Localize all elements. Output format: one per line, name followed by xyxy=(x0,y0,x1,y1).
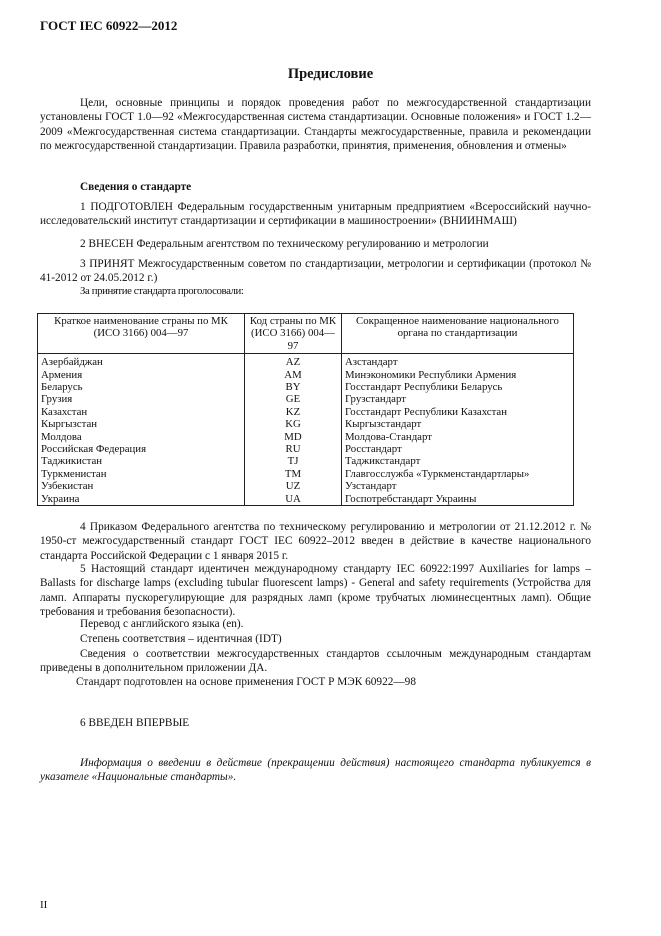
standards-body-cell: Кыргызстандарт xyxy=(342,418,574,430)
country-name-cell: Беларусь xyxy=(38,381,245,393)
standards-body-cell: Азстандарт xyxy=(342,354,574,369)
countries-table xyxy=(37,313,574,506)
table-row xyxy=(38,369,574,381)
table-row xyxy=(38,468,574,480)
country-code-cell: BY xyxy=(245,381,342,393)
intro-paragraph: Цели, основные принципы и порядок проведения работ по межгосударственной стандартизации установлены ГОСТ 1.0—92 «Межгосударственная система стандартизации. Основные положения» и ГОСТ 1.2—2009 «Межгосударственная система стандартизации. Стандарты межгосударственные, правила и рекомендации по межгосударственной стандартизации. Правила разработки, принятия, применения, обновления и отмены» xyxy=(40,97,591,153)
country-code-cell: GE xyxy=(245,393,342,405)
country-code-cell: RU xyxy=(245,443,342,455)
item-4-order: 4 Приказом Федерального агентства по техническому регулированию и метрологии от 21.12.2012 г. № 1950-ст межгосударственный стандарт ГОСТ IEC 60922–2012 введен в действие в качестве национального стандарта Российской Федерации с 1 января 2015 г. xyxy=(40,521,591,562)
item-2-submitted: 2 ВНЕСЕН Федеральным агентством по техническому регулированию и метрологии xyxy=(80,238,489,250)
standards-body-cell: Главгосслужба «Туркменстандартлары» xyxy=(342,468,574,480)
prepared-basis: Стандарт подготовлен на основе применения ГОСТ Р МЭК 60922—98 xyxy=(76,676,416,688)
country-code-cell: AM xyxy=(245,369,342,381)
table-row xyxy=(38,354,574,369)
column-header-body: Сокращенное наименование национального органа по стандартизации xyxy=(342,314,574,354)
country-name-cell: Молдова xyxy=(38,431,245,443)
table-row xyxy=(38,418,574,430)
item-1-prepared: 1 ПОДГОТОВЛЕН Федеральным государственным унитарным предприятием «Всероссийский научно-исследовательский институт стандартизации и сертификации в машиностроении» (ВНИИНМАШ) xyxy=(40,201,591,228)
table-row xyxy=(38,393,574,405)
table-row xyxy=(38,443,574,455)
page-title: Предисловие xyxy=(287,66,374,82)
table-row xyxy=(38,381,574,393)
column-header-country: Краткое наименование страны по МК (ИСО 3166) 004—97 xyxy=(38,314,245,354)
standards-body-cell: Госстандарт Республики Беларусь xyxy=(342,381,574,393)
country-name-cell: Таджикистан xyxy=(38,455,245,467)
standards-body-cell: Молдова-Стандарт xyxy=(342,431,574,443)
table-row xyxy=(38,480,574,492)
item-3-adopted: 3 ПРИНЯТ Межгосударственным советом по стандартизации, метрологии и сертификации (протокол № 41-2012 от 24.05.2012 г.) xyxy=(40,258,591,285)
country-code-cell: MD xyxy=(245,431,342,443)
country-name-cell: Кыргызстан xyxy=(38,418,245,430)
standards-body-cell: Госстандарт Республики Казахстан xyxy=(342,406,574,418)
item-6-introduced: 6 ВВЕДЕН ВПЕРВЫЕ xyxy=(80,717,190,729)
country-name-cell: Украина xyxy=(38,493,245,506)
country-code-cell: KG xyxy=(245,418,342,430)
standards-body-cell: Узстандарт xyxy=(342,480,574,492)
country-code-cell: KZ xyxy=(245,406,342,418)
about-standard-heading: Сведения о стандарте xyxy=(80,181,192,193)
country-name-cell: Узбекистан xyxy=(38,480,245,492)
item-5-identical: 5 Настоящий стандарт идентичен международному стандарту IEC 60922:1997 Auxiliaries for lamps – Ballasts for discharge lamps (excluding tubular fluorescent lamps) - General and safety requirements (Устройства для ламп. Аппараты пускорегулирующие для разрядных ламп (кроме трубчатых люминесцентных ламп). Общие требования и требования безопасности). xyxy=(40,563,591,619)
country-code-cell: TM xyxy=(245,468,342,480)
table-row xyxy=(38,431,574,443)
country-code-cell: AZ xyxy=(245,354,342,369)
table-row xyxy=(38,455,574,467)
country-code-cell: UZ xyxy=(245,480,342,492)
references-note: Сведения о соответствии межгосударственных стандартов ссылочным международным стандартам приведены в дополнительном приложении ДА. xyxy=(40,648,591,675)
country-name-cell: Казахстан xyxy=(38,406,245,418)
voted-label: За принятие стандарта проголосовали: xyxy=(80,285,244,297)
standards-body-cell: Росстандарт xyxy=(342,443,574,455)
conformity-degree: Степень соответствия – идентичная (IDT) xyxy=(80,633,282,645)
country-name-cell: Грузия xyxy=(38,393,245,405)
standards-body-cell: Госпотребстандарт Украины xyxy=(342,493,574,506)
table-row xyxy=(38,406,574,418)
country-code-cell: UA xyxy=(245,493,342,506)
table-body xyxy=(38,354,574,506)
country-code-cell: TJ xyxy=(245,455,342,467)
country-name-cell: Российская Федерация xyxy=(38,443,245,455)
country-name-cell: Азербайджан xyxy=(38,354,245,369)
page-number: II xyxy=(40,899,48,911)
country-name-cell: Туркменистан xyxy=(38,468,245,480)
column-header-code: Код страны по МК (ИСО 3166) 004—97 xyxy=(245,314,342,354)
table-row xyxy=(38,493,574,506)
country-name-cell: Армения xyxy=(38,369,245,381)
information-note: Информация о введении в действие (прекращении действия) настоящего стандарта публикуется в указателе «Национальные стандарты». xyxy=(40,757,591,784)
standards-body-cell: Грузстандарт xyxy=(342,393,574,405)
translation-note: Перевод с английского языка (en). xyxy=(80,618,244,630)
standards-body-cell: Таджикстандарт xyxy=(342,455,574,467)
table-header-row xyxy=(38,314,574,354)
document-code-header: ГОСТ IEC 60922—2012 xyxy=(40,18,178,33)
standards-body-cell: Минэкономики Республики Армения xyxy=(342,369,574,381)
